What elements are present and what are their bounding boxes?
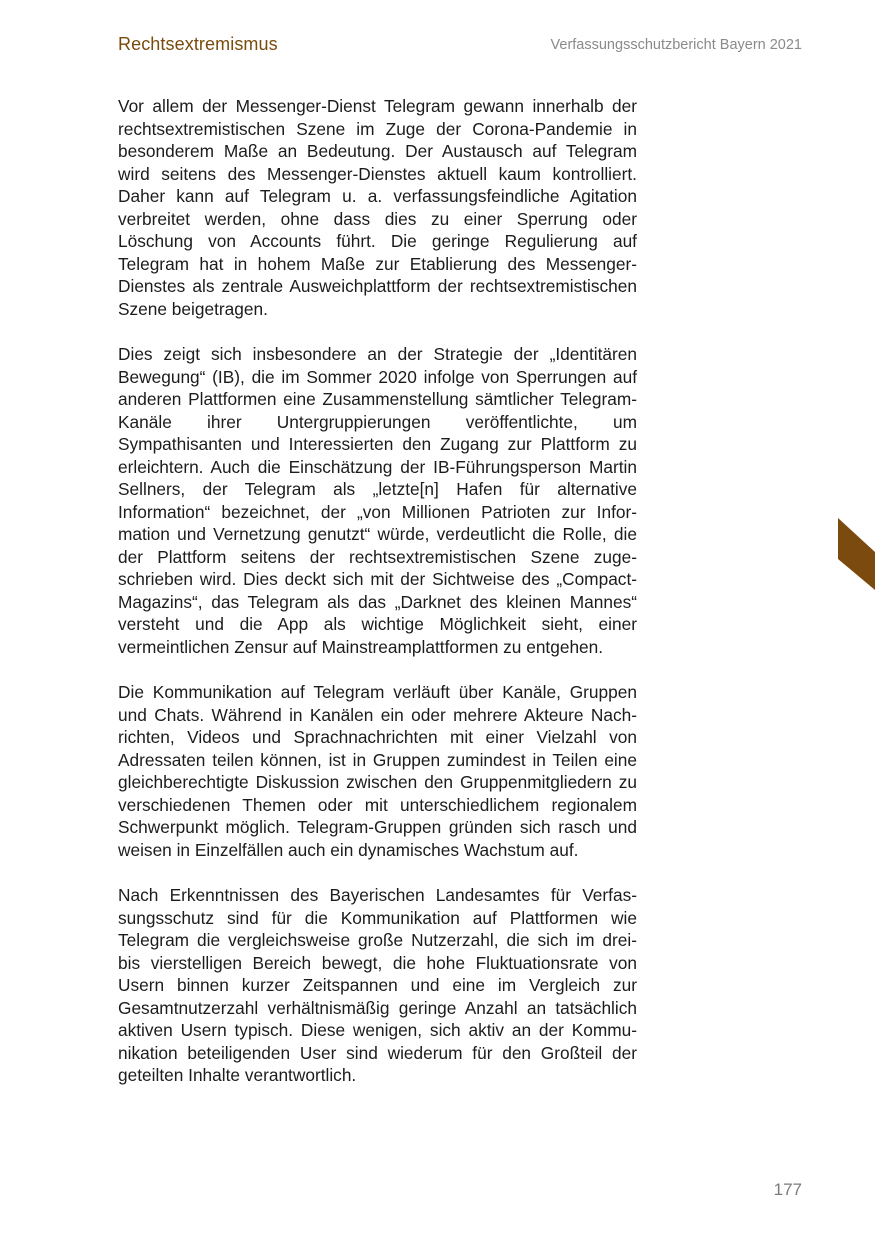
paragraph: Dies zeigt sich insbesondere an der Strategie der „Identitären Bewegung“ (IB), die im Sommer 2020 infolge von Sperrungen auf anderen Plattformen eine Zusammenstellung sämtlicher Telegram-Kanäle ihrer Untergruppierungen veröffentlichte, um Sympathisanten und Interessierten den Zugang zur Plattform zu erleichtern. Auch die Einschätzung der IB-Führungsperson Martin Sellners, der Telegram als „letzte[n] Hafen für alternative Information“ bezeichnet, der „von Millionen Patrioten zur Information und Vernetzung genutzt“ würde, verdeutlicht die Rolle, die der Plattform seitens der rechtsextremistischen Szene zugeschrieben wird. Dies deckt sich mit der Sichtweise des „Compact-Magazins“, das Telegram als das „Darknet des kleinen Mannes“ versteht und die App als wichtige Möglichkeit sieht, einer vermeintlichen Zensur auf Mainstreamplattformen zu entgehen. — [118, 344, 637, 657]
report-title: Verfassungsschutzbericht Bayern 2021 — [550, 37, 802, 53]
chapter-tab-marker — [838, 518, 875, 590]
paragraph: Vor allem der Messenger-Dienst Telegram gewann innerhalb der rechtsextremistischen Szene im Zuge der Corona-Pandemie in besonderem Maße an Bedeutung. Der Austausch auf Telegram wird seitens des Messenger-Dienstes aktuell kaum kontrolliert. Daher kann auf Telegram u. a. verfassungsfeindliche Agitation verbreitet werden, ohne dass dies zu einer Sperrung oder Löschung von Accounts führt. Die geringe Regulierung auf Telegram hat in hohem Maße zur Etablierung des Messenger-Dienstes als zentrale Ausweichplattform der rechtsextremistischen Szene beigetragen. — [118, 96, 637, 319]
page-number: 177 — [773, 1180, 802, 1199]
paragraph: Nach Erkenntnissen des Bayerischen Landesamtes für Verfassungsschutz sind für die Kommunikation auf Plattformen wie Telegram die vergleichsweise große Nutzerzahl, die sich im drei- bis vierstelligen Bereich bewegt, die hohe Fluktuationsrate von Usern binnen kurzer Zeitspannen und eine im Vergleich zur Gesamtnutzerzahl verhältnismäßig geringe Anzahl an tatsächlich aktiven Usern typisch. Diese wenigen, sich aktiv an der Kommunikation beteiligenden User sind wiederum für den Großteil der geteilten Inhalte verantwortlich. — [118, 885, 637, 1085]
paragraph: Die Kommunikation auf Telegram verläuft über Kanäle, Gruppen und Chats. Während in Kanälen ein oder mehrere Akteure Nachrichten, Videos und Sprachnachrichten mit einer Vielzahl von Adressaten teilen können, ist in Gruppen zumindest in Teilen eine gleichberechtigte Diskussion zwischen den Gruppenmitgliedern zu verschiedenen Themen oder mit unterschiedlichem regionalem Schwerpunkt möglich. Telegram-Gruppen gründen sich rasch und weisen in Einzelfällen auch ein dynamisches Wachstum auf. — [118, 682, 637, 860]
body-text — [118, 95, 637, 1110]
section-title: Rechtsextremismus — [118, 34, 278, 54]
